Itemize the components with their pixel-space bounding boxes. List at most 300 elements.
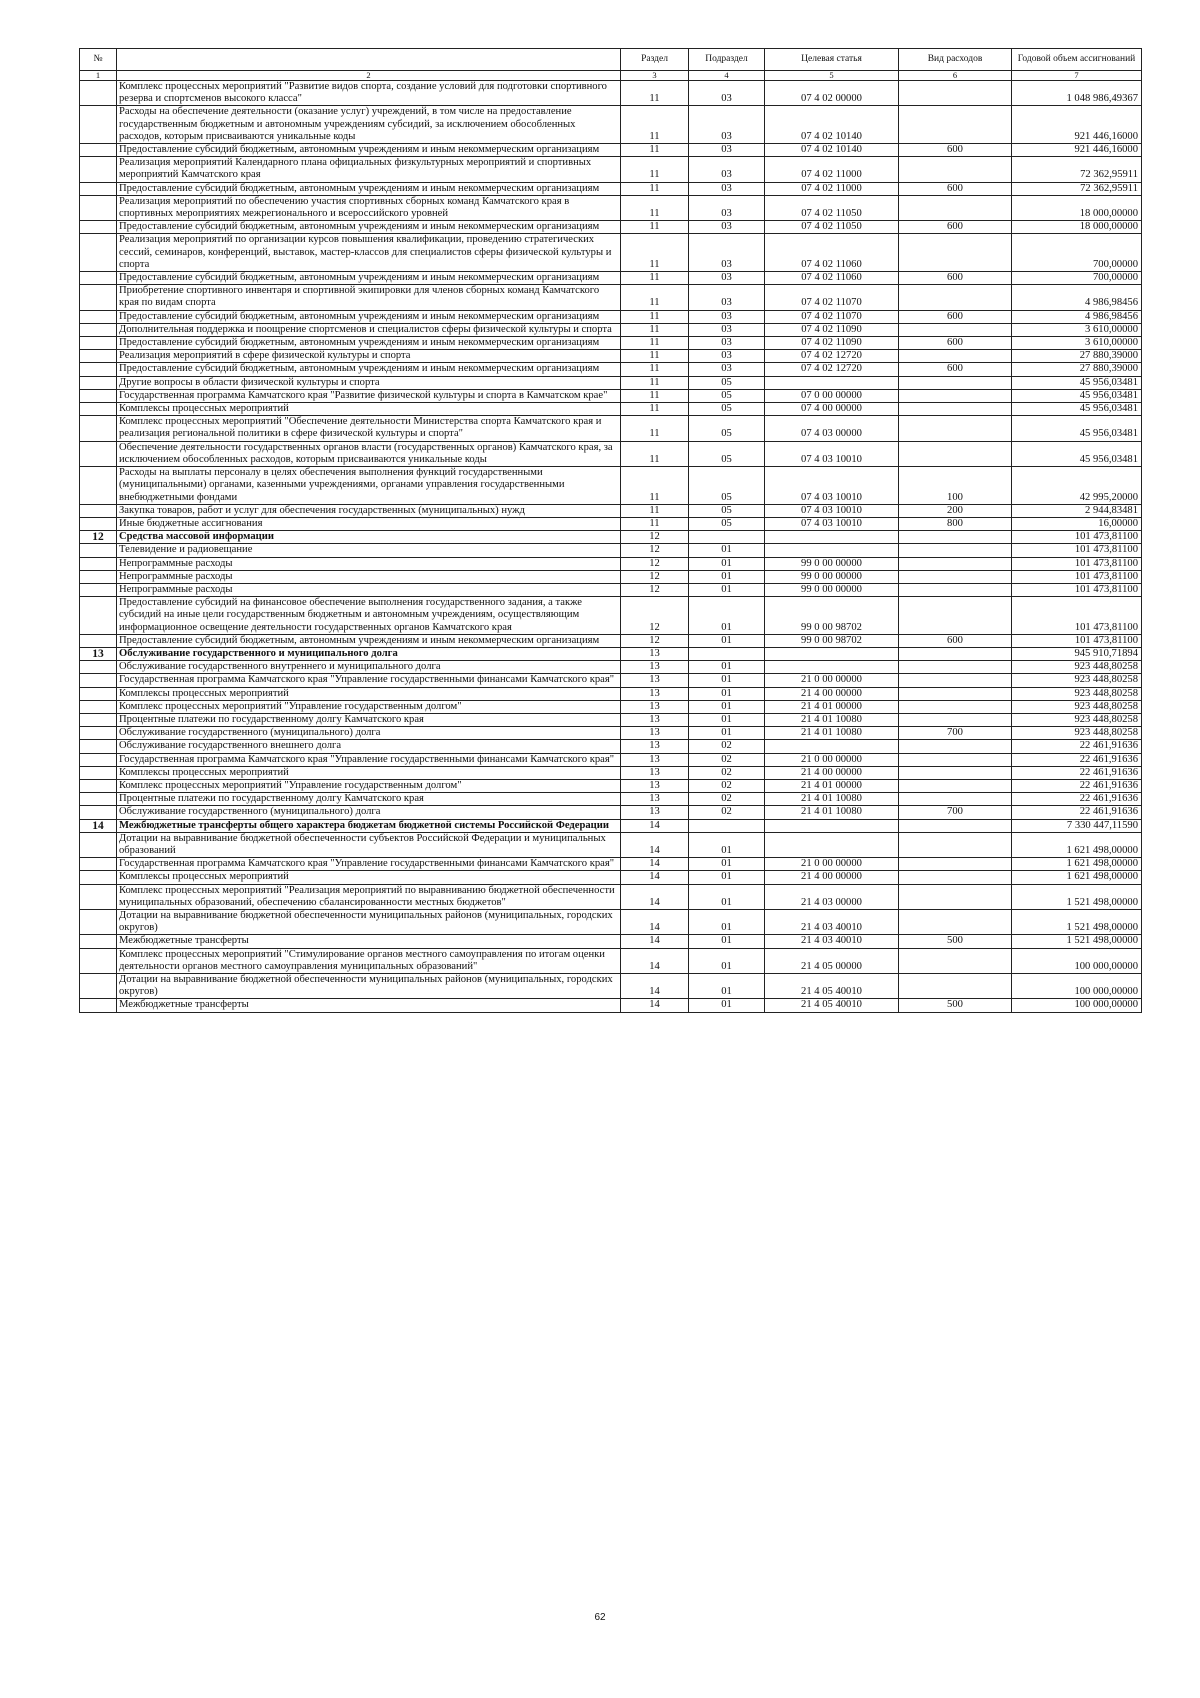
table-row: [80, 570, 1142, 583]
expense-type-code: [899, 106, 1012, 144]
subsection-code: 01: [689, 871, 765, 884]
section-code: 11: [621, 403, 689, 416]
expense-type-code: [899, 285, 1012, 310]
section-code: 11: [621, 389, 689, 402]
row-number: [80, 544, 117, 557]
subsection-code: 01: [689, 910, 765, 935]
section-code: 13: [621, 727, 689, 740]
amount-value: 700,00000: [1012, 272, 1142, 285]
table-row: [80, 935, 1142, 948]
section-code: 14: [621, 871, 689, 884]
row-number: [80, 285, 117, 310]
item-name: Межбюджетные трансферты: [117, 935, 621, 948]
table-row: [80, 727, 1142, 740]
section-code: 14: [621, 858, 689, 871]
target-article-code: 21 4 00 00000: [765, 871, 899, 884]
expense-type-code: 600: [899, 272, 1012, 285]
table-row: [80, 272, 1142, 285]
table-row: [80, 557, 1142, 570]
item-name: Реализация мероприятий по обеспечению участия спортивных сборных команд Камчатского края в спортивных мероприятиях межрегионального и всероссийского уровней: [117, 195, 621, 220]
item-name: Средства массовой информации: [117, 531, 621, 544]
row-number: [80, 557, 117, 570]
target-article-code: 21 4 01 10080: [765, 713, 899, 726]
item-name: Непрограммные расходы: [117, 583, 621, 596]
expense-type-code: 700: [899, 806, 1012, 819]
column-index: 6: [899, 71, 1012, 81]
item-name: Реализация мероприятий по организации курсов повышения квалификации, проведению стратегических сессий, семинаров, конференций, выставок, мастер-классов для специалистов сферы физической культуры и спорта: [117, 234, 621, 272]
section-code: 13: [621, 740, 689, 753]
amount-value: 101 473,81100: [1012, 557, 1142, 570]
table-row: [80, 753, 1142, 766]
table-row: [80, 674, 1142, 687]
row-number: [80, 144, 117, 157]
expense-type-code: [899, 350, 1012, 363]
item-name: Реализация мероприятий Календарного плана официальных физкультурных мероприятий и спортивных мероприятий Камчатского края: [117, 157, 621, 182]
section-code: 14: [621, 819, 689, 832]
subsection-code: 05: [689, 376, 765, 389]
table-row: [80, 81, 1142, 106]
subsection-code: 05: [689, 416, 765, 441]
expense-type-code: [899, 858, 1012, 871]
item-name: Комплекс процессных мероприятий "Управление государственным долгом": [117, 700, 621, 713]
header-section: Раздел: [621, 49, 689, 71]
amount-value: 923 448,80258: [1012, 687, 1142, 700]
subsection-code: 05: [689, 504, 765, 517]
expense-type-code: [899, 157, 1012, 182]
section-code: 12: [621, 531, 689, 544]
section-code: 11: [621, 195, 689, 220]
subsection-code: 03: [689, 157, 765, 182]
section-code: 11: [621, 323, 689, 336]
subsection-code: 02: [689, 740, 765, 753]
target-article-code: 21 4 03 00000: [765, 884, 899, 909]
table-row: [80, 234, 1142, 272]
table-row: [80, 544, 1142, 557]
expense-type-code: 600: [899, 182, 1012, 195]
subsection-code: 01: [689, 948, 765, 973]
subsection-code: 03: [689, 182, 765, 195]
section-code: 11: [621, 106, 689, 144]
section-code: 13: [621, 753, 689, 766]
amount-value: 27 880,39000: [1012, 363, 1142, 376]
expense-type-code: [899, 687, 1012, 700]
subsection-code: 01: [689, 634, 765, 647]
item-name: Комплексы процессных мероприятий: [117, 766, 621, 779]
amount-value: 923 448,80258: [1012, 674, 1142, 687]
amount-value: 22 461,91636: [1012, 806, 1142, 819]
expense-type-code: [899, 910, 1012, 935]
expense-type-code: 600: [899, 144, 1012, 157]
row-number: [80, 221, 117, 234]
amount-value: 45 956,03481: [1012, 376, 1142, 389]
item-name: Межбюджетные трансферты общего характера бюджетам бюджетной системы Российской Федерации: [117, 819, 621, 832]
page-number: 62: [594, 1612, 606, 1623]
table-row: [80, 441, 1142, 466]
subsection-code: [689, 531, 765, 544]
expense-type-code: 500: [899, 935, 1012, 948]
subsection-code: [689, 819, 765, 832]
amount-value: 3 610,00000: [1012, 323, 1142, 336]
amount-value: 45 956,03481: [1012, 416, 1142, 441]
section-code: 11: [621, 376, 689, 389]
target-article-code: 07 4 02 10140: [765, 144, 899, 157]
amount-value: 42 995,20000: [1012, 467, 1142, 505]
target-article-code: 21 4 01 10080: [765, 793, 899, 806]
column-index: 4: [689, 71, 765, 81]
row-number: [80, 674, 117, 687]
table-row: [80, 363, 1142, 376]
expense-type-code: [899, 713, 1012, 726]
item-name: Комплекс процессных мероприятий "Обеспечение деятельности Министерства спорта Камчатского края и реализация региональной политики в сфере физической культуры и спорта": [117, 416, 621, 441]
subsection-code: 05: [689, 389, 765, 402]
item-name: Комплекс процессных мероприятий "Развитие видов спорта, создание условий для подготовки спортивного резерва и спортсменов высокого класса": [117, 81, 621, 106]
amount-value: 22 461,91636: [1012, 766, 1142, 779]
subsection-code: 03: [689, 81, 765, 106]
target-article-code: [765, 661, 899, 674]
item-name: Обслуживание государственного внутреннего и муниципального долга: [117, 661, 621, 674]
row-number: [80, 441, 117, 466]
section-code: 13: [621, 674, 689, 687]
expense-type-code: 100: [899, 467, 1012, 505]
expense-type-code: [899, 740, 1012, 753]
row-number: [80, 871, 117, 884]
target-article-code: 99 0 00 98702: [765, 597, 899, 635]
section-code: 11: [621, 363, 689, 376]
target-article-code: 07 4 02 11050: [765, 195, 899, 220]
table-row: [80, 531, 1142, 544]
target-article-code: 07 4 03 10010: [765, 504, 899, 517]
target-article-code: 07 4 02 11000: [765, 182, 899, 195]
item-name: Государственная программа Камчатского края "Управление государственными финансами Камчатского края": [117, 753, 621, 766]
section-code: 11: [621, 221, 689, 234]
expense-type-code: [899, 544, 1012, 557]
section-code: 12: [621, 634, 689, 647]
row-number: [80, 766, 117, 779]
section-code: 14: [621, 948, 689, 973]
amount-value: 101 473,81100: [1012, 570, 1142, 583]
row-number: [80, 999, 117, 1012]
amount-value: 923 448,80258: [1012, 727, 1142, 740]
item-name: Комплексы процессных мероприятий: [117, 687, 621, 700]
expense-type-code: [899, 948, 1012, 973]
expense-type-code: 500: [899, 999, 1012, 1012]
header-subsection: Подраздел: [689, 49, 765, 71]
amount-value: 923 448,80258: [1012, 713, 1142, 726]
table-row: [80, 999, 1142, 1012]
amount-value: 100 000,00000: [1012, 999, 1142, 1012]
section-code: 12: [621, 583, 689, 596]
amount-value: 3 610,00000: [1012, 337, 1142, 350]
budget-sheet: [79, 48, 1141, 1013]
amount-value: 72 362,95911: [1012, 182, 1142, 195]
row-number: [80, 884, 117, 909]
subsection-code: 01: [689, 544, 765, 557]
expense-type-code: [899, 557, 1012, 570]
item-name: Дополнительная поддержка и поощрение спортсменов и специалистов сферы физической культуры и спорта: [117, 323, 621, 336]
amount-value: 1 048 986,49367: [1012, 81, 1142, 106]
table-row: [80, 583, 1142, 596]
row-number: [80, 272, 117, 285]
section-code: 14: [621, 884, 689, 909]
subsection-code: 03: [689, 285, 765, 310]
amount-value: 1 521 498,00000: [1012, 910, 1142, 935]
item-name: Комплекс процессных мероприятий "Стимулирование органов местного самоуправления по итогам оценки деятельности органов местного самоуправления муниципальных образований": [117, 948, 621, 973]
subsection-code: 03: [689, 234, 765, 272]
row-number: [80, 517, 117, 530]
item-name: Обслуживание государственного и муниципального долга: [117, 647, 621, 660]
row-number: [80, 403, 117, 416]
item-name: Дотации на выравнивание бюджетной обеспеченности муниципальных районов (муниципальных, городских округов): [117, 910, 621, 935]
item-name: Процентные платежи по государственному долгу Камчатского края: [117, 713, 621, 726]
amount-value: 18 000,00000: [1012, 221, 1142, 234]
target-article-code: 21 4 01 00000: [765, 779, 899, 792]
section-code: 11: [621, 504, 689, 517]
expense-type-code: 200: [899, 504, 1012, 517]
subsection-code: 02: [689, 793, 765, 806]
target-article-code: [765, 376, 899, 389]
item-name: Государственная программа Камчатского края "Управление государственными финансами Камчатского края": [117, 674, 621, 687]
expense-type-code: [899, 753, 1012, 766]
target-article-code: 21 4 05 40010: [765, 974, 899, 999]
amount-value: 1 621 498,00000: [1012, 832, 1142, 857]
item-name: Обеспечение деятельности государственных органов власти (государственных органов) Камчатского края, за исключением обособленных расходов, которым присваиваются уникальные коды: [117, 441, 621, 466]
amount-value: 101 473,81100: [1012, 597, 1142, 635]
item-name: Предоставление субсидий бюджетным, автономным учреждениям и иным некоммерческим организациям: [117, 272, 621, 285]
amount-value: 1 621 498,00000: [1012, 871, 1142, 884]
amount-value: 921 446,16000: [1012, 106, 1142, 144]
table-row: [80, 634, 1142, 647]
subsection-code: 01: [689, 999, 765, 1012]
item-name: Предоставление субсидий бюджетным, автономным учреждениям и иным некоммерческим организациям: [117, 221, 621, 234]
section-code: 14: [621, 935, 689, 948]
target-article-code: 07 4 02 12720: [765, 350, 899, 363]
target-article-code: 21 4 05 40010: [765, 999, 899, 1012]
table-row: [80, 766, 1142, 779]
amount-value: 45 956,03481: [1012, 403, 1142, 416]
section-code: 13: [621, 766, 689, 779]
amount-value: 2 944,83481: [1012, 504, 1142, 517]
target-article-code: 07 4 00 00000: [765, 403, 899, 416]
row-number: [80, 363, 117, 376]
section-code: 12: [621, 544, 689, 557]
section-code: 11: [621, 157, 689, 182]
column-index: 3: [621, 71, 689, 81]
item-name: Дотации на выравнивание бюджетной обеспеченности муниципальных районов (муниципальных, городских округов): [117, 974, 621, 999]
row-number: [80, 935, 117, 948]
section-code: 14: [621, 910, 689, 935]
target-article-code: 21 0 00 00000: [765, 674, 899, 687]
row-number: [80, 337, 117, 350]
target-article-code: 99 0 00 00000: [765, 570, 899, 583]
section-code: 11: [621, 285, 689, 310]
expense-type-code: [899, 389, 1012, 402]
target-article-code: 21 4 01 10080: [765, 806, 899, 819]
section-code: 11: [621, 272, 689, 285]
subsection-code: 05: [689, 517, 765, 530]
subsection-code: 02: [689, 766, 765, 779]
item-name: Предоставление субсидий на финансовое обеспечение выполнения государственного задания, а также субсидий на иные цели государственным бюджетным и автономным учреждениям, осуществляющим информационное освещение деятельности государственных органов Камчатского края: [117, 597, 621, 635]
expense-type-code: 600: [899, 337, 1012, 350]
row-number: [80, 948, 117, 973]
target-article-code: [765, 531, 899, 544]
header-expense-type: Вид расходов: [899, 49, 1012, 71]
table-row: [80, 910, 1142, 935]
table-row: [80, 700, 1142, 713]
expense-type-code: [899, 441, 1012, 466]
target-article-code: [765, 832, 899, 857]
row-number: [80, 570, 117, 583]
section-code: 13: [621, 700, 689, 713]
table-row: [80, 832, 1142, 857]
amount-value: 18 000,00000: [1012, 195, 1142, 220]
item-name: Предоставление субсидий бюджетным, автономным учреждениям и иным некоммерческим организациям: [117, 144, 621, 157]
subsection-code: 03: [689, 323, 765, 336]
section-code: 11: [621, 517, 689, 530]
item-name: Телевидение и радиовещание: [117, 544, 621, 557]
item-name: Приобретение спортивного инвентаря и спортивной экипировки для членов сборных команд Камчатского края по видам спорта: [117, 285, 621, 310]
item-name: Комплексы процессных мероприятий: [117, 403, 621, 416]
column-index: 5: [765, 71, 899, 81]
expense-type-code: 800: [899, 517, 1012, 530]
subsection-code: 01: [689, 974, 765, 999]
section-code: 11: [621, 234, 689, 272]
table-row: [80, 195, 1142, 220]
amount-value: 945 910,71894: [1012, 647, 1142, 660]
table-row: [80, 713, 1142, 726]
row-number: [80, 687, 117, 700]
amount-value: 1 621 498,00000: [1012, 858, 1142, 871]
table-row: [80, 182, 1142, 195]
amount-value: 7 330 447,11590: [1012, 819, 1142, 832]
row-number: [80, 81, 117, 106]
column-index: 7: [1012, 71, 1142, 81]
amount-value: 921 446,16000: [1012, 144, 1142, 157]
section-code: 13: [621, 647, 689, 660]
expense-type-code: [899, 403, 1012, 416]
row-number: [80, 974, 117, 999]
row-number: [80, 858, 117, 871]
subsection-code: 01: [689, 674, 765, 687]
row-number: [80, 597, 117, 635]
item-name: Межбюджетные трансферты: [117, 999, 621, 1012]
section-code: 13: [621, 713, 689, 726]
target-article-code: 99 0 00 98702: [765, 634, 899, 647]
amount-value: 16,00000: [1012, 517, 1142, 530]
item-name: Другие вопросы в области физической культуры и спорта: [117, 376, 621, 389]
subsection-code: 01: [689, 858, 765, 871]
amount-value: 101 473,81100: [1012, 531, 1142, 544]
section-code: 11: [621, 182, 689, 195]
item-name: Непрограммные расходы: [117, 570, 621, 583]
subsection-code: 05: [689, 441, 765, 466]
target-article-code: 21 0 00 00000: [765, 753, 899, 766]
section-code: 13: [621, 806, 689, 819]
item-name: Расходы на обеспечение деятельности (оказание услуг) учреждений, в том числе на предоставление государственным бюджетным и автономным учреждениям субсидий, за исключением обособленных расходов, которым присваиваются уникальные коды: [117, 106, 621, 144]
item-name: Дотации на выравнивание бюджетной обеспеченности субъектов Российской Федерации и муниципальных образований: [117, 832, 621, 857]
section-code: 12: [621, 597, 689, 635]
expense-type-code: [899, 674, 1012, 687]
subsection-code: 01: [689, 727, 765, 740]
target-article-code: 07 4 02 12720: [765, 363, 899, 376]
subsection-code: 02: [689, 806, 765, 819]
row-number: [80, 727, 117, 740]
table-row: [80, 974, 1142, 999]
section-code: 13: [621, 661, 689, 674]
table-row: [80, 806, 1142, 819]
subsection-code: 03: [689, 310, 765, 323]
target-article-code: 07 4 02 11060: [765, 272, 899, 285]
header-annual-amount: Годовой объем ассигнований: [1012, 49, 1142, 71]
expense-type-code: [899, 884, 1012, 909]
item-name: Предоставление субсидий бюджетным, автономным учреждениям и иным некоммерческим организациям: [117, 634, 621, 647]
header-name: [117, 49, 621, 71]
section-code: 11: [621, 416, 689, 441]
table-row: [80, 350, 1142, 363]
row-number: [80, 793, 117, 806]
table-body: [80, 81, 1142, 1013]
expense-type-code: [899, 974, 1012, 999]
table-row: [80, 310, 1142, 323]
expense-type-code: [899, 597, 1012, 635]
section-code: 14: [621, 832, 689, 857]
item-name: Предоставление субсидий бюджетным, автономным учреждениям и иным некоммерческим организациям: [117, 337, 621, 350]
row-number: [80, 350, 117, 363]
amount-value: 4 986,98456: [1012, 285, 1142, 310]
expense-type-code: [899, 766, 1012, 779]
target-article-code: 21 4 03 40010: [765, 910, 899, 935]
amount-value: 22 461,91636: [1012, 779, 1142, 792]
table-row: [80, 389, 1142, 402]
subsection-code: 01: [689, 884, 765, 909]
target-article-code: 07 4 03 10010: [765, 441, 899, 466]
target-article-code: 21 4 01 10080: [765, 727, 899, 740]
target-article-code: 07 4 02 11090: [765, 337, 899, 350]
amount-value: 27 880,39000: [1012, 350, 1142, 363]
row-number: [80, 740, 117, 753]
expense-type-code: [899, 661, 1012, 674]
subsection-code: 01: [689, 583, 765, 596]
item-name: Комплексы процессных мероприятий: [117, 871, 621, 884]
row-number: [80, 310, 117, 323]
subsection-code: 02: [689, 753, 765, 766]
section-code: 11: [621, 81, 689, 106]
target-article-code: 21 0 00 00000: [765, 858, 899, 871]
amount-value: 1 521 498,00000: [1012, 884, 1142, 909]
expense-type-code: 600: [899, 634, 1012, 647]
row-number: 13: [80, 647, 117, 660]
expense-type-code: [899, 323, 1012, 336]
subsection-code: 01: [689, 700, 765, 713]
table-row: [80, 819, 1142, 832]
expense-type-code: [899, 234, 1012, 272]
row-number: [80, 806, 117, 819]
row-number: 12: [80, 531, 117, 544]
target-article-code: 07 4 02 11090: [765, 323, 899, 336]
target-article-code: 21 4 01 00000: [765, 700, 899, 713]
subsection-code: 03: [689, 195, 765, 220]
subsection-code: 01: [689, 597, 765, 635]
subsection-code: 01: [689, 832, 765, 857]
row-number: [80, 634, 117, 647]
table-row: [80, 106, 1142, 144]
table-row: [80, 687, 1142, 700]
item-name: Предоставление субсидий бюджетным, автономным учреждениям и иным некоммерческим организациям: [117, 363, 621, 376]
subsection-code: 03: [689, 144, 765, 157]
expense-type-code: [899, 647, 1012, 660]
expense-type-code: [899, 700, 1012, 713]
row-number: [80, 753, 117, 766]
row-number: [80, 713, 117, 726]
